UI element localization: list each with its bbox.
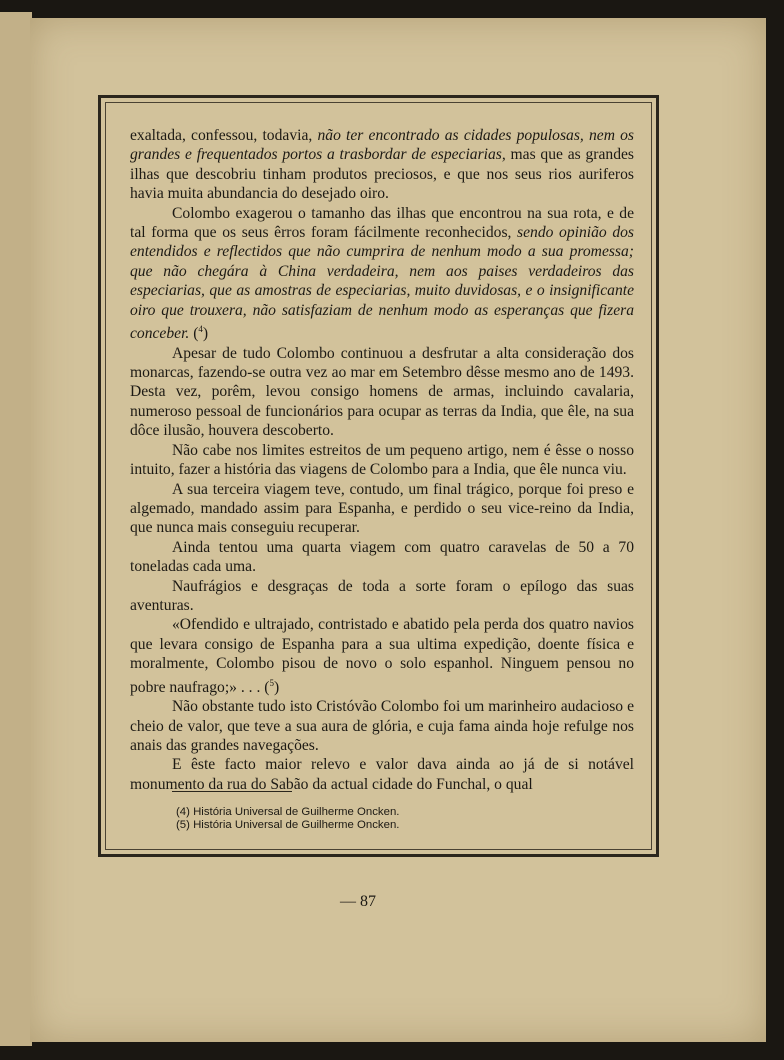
p2-ref-close: ) [202, 325, 209, 343]
p1-italic: não ter encontrado as cidades populosas, nem os grandes e frequentados portos a trasbordar de especiarias, [130, 127, 635, 164]
paragraph-9: Não obstante tudo isto Cristóvão Colombo foi um marinheiro audacioso e cheio de valor, que teve a sua aura de glória, e cuja fama ainda hoje refulge nos anais das grandes navegações. [130, 698, 634, 754]
footnote-ref-5: 5 [269, 677, 274, 688]
p2-ref-open: ( [189, 325, 199, 343]
paragraph-1 [130, 126, 634, 204]
body-text [130, 126, 634, 794]
p8-text: «Ofendido e ultrajado, contristado e abatido pela perda dos quatro navios que levara consigo de Espanha para a sua ultima expedição, doente física e moralmente, Colombo pisou de novo o solo espanhol. Ninguem pensou no pobre naufrago;» . . . ( [130, 616, 634, 696]
footnote-4: (4) História Universal de Guilherme Oncken. [176, 806, 400, 818]
paragraph-6: Ainda tentou uma quarta viagem com quatro caravelas de 50 a 70 toneladas cada uma. [130, 538, 634, 576]
footnote-5: (5) História Universal de Guilherme Oncken. [176, 819, 400, 831]
footnotes [176, 806, 399, 832]
p1-text: exaltada, confessou, todavia, [130, 127, 318, 144]
paragraph-5: A sua terceira viagem teve, contudo, um final trágico, porque foi preso e algemado, mandado assim para Espanha, e perdido o seu vice-reino da India, que nunca mais conseguiu recuperar. [130, 480, 634, 537]
paragraph-8 [130, 615, 634, 697]
paragraph-7: Naufrágios e desgraças de toda a sorte foram o epílogo das suas aventuras. [130, 577, 634, 614]
adjacent-page-edge [0, 12, 32, 1046]
p2-italic: sendo opinião dos entendidos e reflectidos que não cumprira de nenhum modo a sua promessa; que não chegára à China verdadeira, nem aos paises verdadeiros das especiarias, que as amostras de especiarias, muito duvidosas, e o insignificante oiro que trouxera, não satisfaziam de nenhum modo as esperanças que fizera conceber. [130, 224, 634, 343]
footnote-rule [172, 791, 292, 792]
paragraph-4: Não cabe nos limites estreitos de um pequeno artigo, nem é êsse o nosso intuito, fazer a história das viagens de Colombo para a India, que êle nunca viu. [130, 441, 634, 479]
paragraph-10: E êste facto maior relevo e valor dava ainda ao já de si notável monumento da rua do Sabão da actual cidade do Funchal, o qual [130, 756, 634, 793]
p8-ref-close: ) [273, 678, 280, 696]
p2-text: Colombo exagerou o tamanho das ilhas que encontrou na sua rota, e de tal forma que os seus êrros foram fácilmente reconhecidos, [130, 204, 634, 242]
p1-text-end: mas que as grandes ilhas que descobriu tinham produtos preciosos, e que nos seus rios auriferos havia muita abundancia do desejado oiro. [130, 146, 634, 203]
footnote-ref-4: 4 [198, 324, 203, 335]
page-number: — 87 [340, 893, 376, 910]
paragraph-2 [130, 204, 634, 344]
paragraph-3: Apesar de tudo Colombo continuou a desfrutar a alta consideração dos monarcas, fazendo-se outra vez ao mar em Setembro dêsse mesmo ano de 1493. Desta vez, porêm, levou consigo homens de armas, incluindo cavalaria, numeroso pessoal de funcionários para ocupar as terras da India, que êle, na sua dôce ilusão, houvera descoberto. [130, 344, 634, 440]
